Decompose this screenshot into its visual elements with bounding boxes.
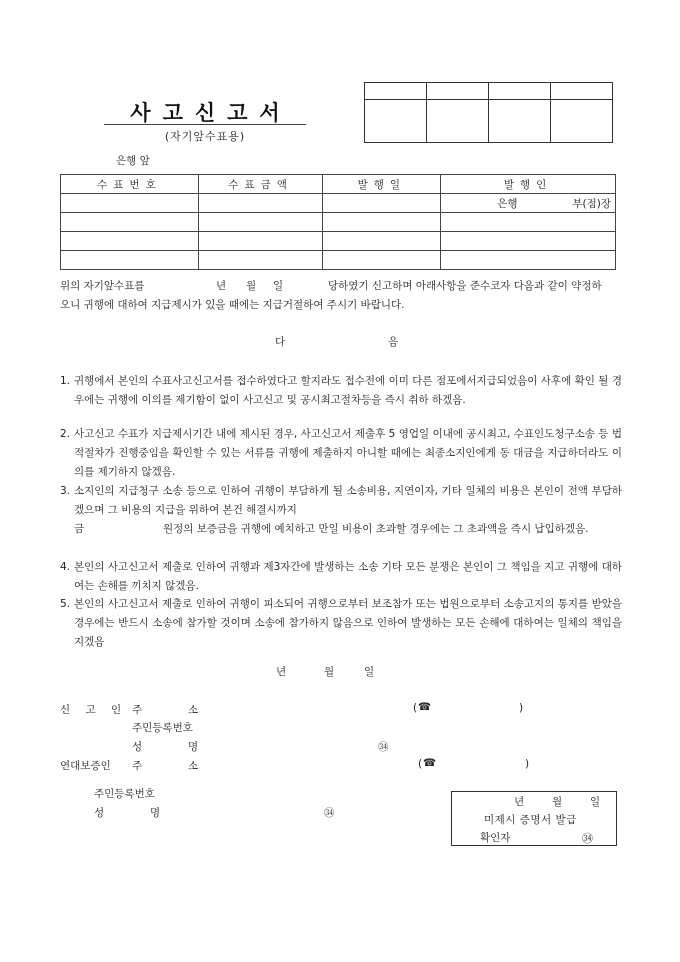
- check-number-field[interactable]: [61, 194, 199, 213]
- section-heading-char-2: 음: [388, 336, 399, 348]
- term-item-4: [60, 558, 622, 596]
- term-text-part1: 소지인의 지급청구 소송 등으로 인하여 귀행이 부담하게 될 소송비용, 지연이자, 기타 일체의 비용은 본인이 전액 부담하겠으며 그 비용의 지급을 위하여 본건 해결시까지: [74, 485, 622, 516]
- intro-line2: 오니 귀행에 대하여 지급제시가 있을 때에는 지급거절하여 주시기 바랍니다.: [60, 299, 405, 311]
- header-check-number: 수표번호: [61, 175, 199, 194]
- issuer-branch-manager-label: 부(점)장: [572, 197, 611, 210]
- non-presentment-certificate-box: [451, 791, 617, 846]
- term-item-3: [60, 482, 622, 539]
- reporter-name-label-a: 성: [132, 741, 143, 753]
- header-issuer: 발행인: [441, 175, 616, 194]
- document-title: 사고신고서: [130, 100, 292, 125]
- guarantor-address-label-a: 주: [132, 760, 143, 772]
- guarantor-tel-close: ): [525, 758, 530, 770]
- deposit-amount-label: 금: [74, 523, 85, 535]
- stamp-cell[interactable]: [365, 100, 427, 143]
- table-row: [61, 213, 616, 232]
- stamp-header-cell[interactable]: [365, 83, 427, 100]
- reporter-name-label-b: 명: [188, 741, 199, 753]
- signature-date-line: [0, 664, 680, 680]
- term-number: 4.: [60, 561, 71, 573]
- term-item-2: [60, 425, 622, 482]
- issue-date-field[interactable]: [323, 194, 441, 213]
- approval-stamp-grid: [364, 82, 613, 143]
- reporter-tel-close: ): [519, 702, 524, 714]
- section-heading-char-1: 다: [275, 336, 286, 348]
- intro-suffix: 당하였기 신고하며 아래사항을 준수코자 다음과 같이 약정하: [328, 280, 602, 292]
- table-row: [61, 232, 616, 251]
- check-number-field[interactable]: [61, 251, 199, 270]
- term-text: 본인의 사고신고서 제출로 인하여 귀행이 피소되어 귀행으로부터 보조참가 또는 법원으로부터 소송고지의 통지를 받았을 경우에는 반드시 소송에 참가할 것이며 소송에 참가하지 않음으로 인하여 발생하는 모든 손해에 대하여는 일체의 책임을 지겠음: [74, 598, 622, 648]
- stamp-cell[interactable]: [551, 100, 613, 143]
- telephone-icon: ☎: [423, 757, 437, 769]
- issuer-bank-label: 은행: [497, 197, 518, 210]
- issuer-field[interactable]: [441, 251, 616, 270]
- check-amount-field[interactable]: [198, 251, 323, 270]
- confirmer-label: 확인자: [480, 832, 511, 844]
- stamp-cell[interactable]: [427, 100, 489, 143]
- addressee-label: 은행 앞: [116, 155, 150, 167]
- table-row: [61, 251, 616, 270]
- confirm-day-label: 일: [590, 796, 601, 808]
- check-details-table: [60, 174, 616, 270]
- intro-prefix: 위의 자기앞수표를: [60, 280, 145, 292]
- stamp-header-cell[interactable]: [427, 83, 489, 100]
- issuer-field[interactable]: [441, 232, 616, 251]
- term-number: 5.: [60, 598, 71, 610]
- term-number: 3.: [60, 485, 71, 497]
- guarantor-name-label-a: 성: [94, 807, 105, 819]
- stamp-header-cell[interactable]: [551, 83, 613, 100]
- header-check-amount: 수표금액: [198, 175, 323, 194]
- issuer-field[interactable]: [441, 213, 616, 232]
- check-amount-field[interactable]: [198, 232, 323, 251]
- term-text: 사고신고 수표가 지급제시기간 내에 제시된 경우, 사고신고서 제출후 5 영업일 이내에 공시최고, 수표인도청구소송 등 법적절차가 진행중임을 확인할 수 있는 서류를 귀행에 제출하지 아니할 때에는 최종소지인에게 동 대금을 지급하더라도 이의를 제기하지 않겠음.: [74, 428, 622, 478]
- issue-date-field[interactable]: [323, 232, 441, 251]
- date-month-label: 월: [324, 666, 335, 678]
- title-underline: [104, 124, 306, 125]
- term-text-part2: 원정의 보증금을 귀행에 예치하고 만일 비용이 초과할 경우에는 그 초과액을 즉시 납입하겠음.: [163, 523, 589, 535]
- certificate-issue-label: 미제시 증명서 발급: [484, 814, 577, 826]
- date-day-label: 일: [364, 666, 375, 678]
- issuer-field[interactable]: [441, 194, 616, 213]
- table-header-row: [61, 175, 616, 194]
- guarantor-resident-number-label: 주민등록번호: [94, 788, 155, 800]
- term-number: 1.: [60, 375, 71, 387]
- term-item-1: [60, 372, 622, 410]
- check-number-field[interactable]: [61, 213, 199, 232]
- reporter-role-label: 신 고 인: [60, 704, 128, 716]
- reporter-resident-number-label: 주민등록번호: [132, 722, 193, 734]
- issue-date-field[interactable]: [323, 213, 441, 232]
- reporter-tel-open: (: [413, 702, 418, 714]
- telephone-icon: ☎: [418, 701, 432, 713]
- reporter-address-label-a: 주: [132, 704, 143, 716]
- reporter-address-label-b: 소: [188, 704, 199, 716]
- confirm-month-label: 월: [552, 796, 563, 808]
- stamp-header-cell[interactable]: [489, 83, 551, 100]
- intro-day: 일: [273, 280, 284, 292]
- document-subtitle: (자기앞수표용): [164, 130, 246, 143]
- intro-month: 월: [246, 280, 257, 292]
- guarantor-tel-open: (: [418, 758, 423, 770]
- date-year-label: 년: [276, 666, 287, 678]
- guarantor-role-label: 연대보증인: [60, 760, 111, 772]
- check-amount-field[interactable]: [198, 194, 323, 213]
- term-item-5: [60, 595, 622, 652]
- seal-icon: ㉞: [582, 832, 593, 845]
- intro-year: 년: [216, 280, 227, 292]
- term-number: 2.: [60, 428, 71, 440]
- header-issue-date: 발행일: [323, 175, 441, 194]
- seal-icon: ㉞: [324, 807, 335, 819]
- term-text: 귀행에서 본인의 수표사고신고서를 접수하였다고 할지라도 접수전에 이미 다른 점포에서지급되었음이 사후에 확인 될 경우에는 귀행에 이의를 제기함이 없이 사고신고 및 공시최고절차등을 즉시 취하 하겠음.: [74, 375, 622, 406]
- seal-icon: ㉞: [378, 741, 389, 753]
- check-number-field[interactable]: [61, 232, 199, 251]
- term-text: 본인의 사고신고서 제출로 인하여 귀행과 제3자간에 발생하는 소송 기타 모든 분쟁은 본인이 그 책임을 지고 귀행에 대하여는 손해를 끼치지 않겠음.: [74, 561, 622, 592]
- check-amount-field[interactable]: [198, 213, 323, 232]
- table-row: [61, 194, 616, 213]
- intro-paragraph: [60, 277, 620, 315]
- stamp-cell[interactable]: [489, 100, 551, 143]
- confirm-year-label: 년: [514, 796, 525, 808]
- guarantor-name-label-b: 명: [150, 807, 161, 819]
- guarantor-address-label-b: 소: [188, 760, 199, 772]
- issue-date-field[interactable]: [323, 251, 441, 270]
